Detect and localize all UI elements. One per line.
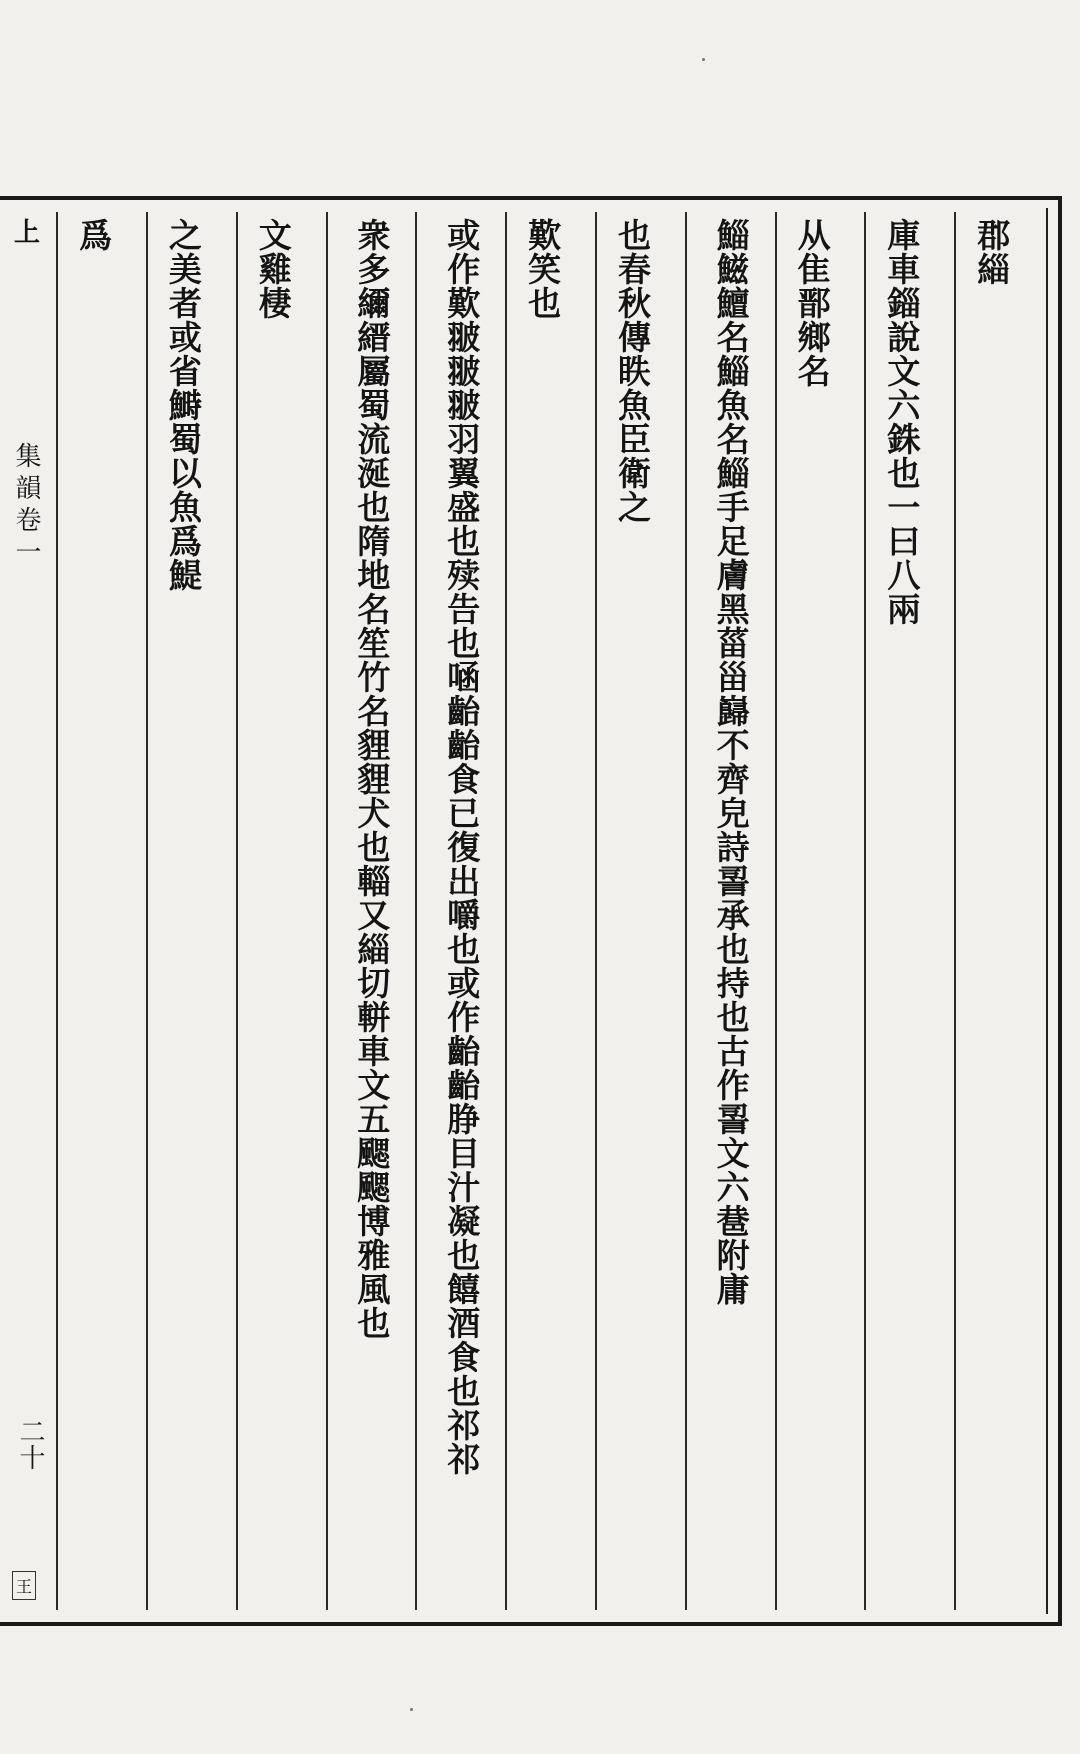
text-column-6 xyxy=(505,212,595,1610)
text-column-7 xyxy=(415,212,505,1610)
column-text: 庫車錙說文六銖也一曰八兩 xyxy=(882,218,922,626)
column-text: 爲 xyxy=(74,218,114,252)
page-frame xyxy=(0,196,1062,1626)
text-column-1 xyxy=(954,212,1044,1610)
text-column-4 xyxy=(685,212,775,1610)
paper-speck xyxy=(702,58,705,61)
column-text: 文雞棲 xyxy=(253,218,293,320)
column-text: 或作歎翍翍翍羽翼盛也㱩告也㖤齝齝食已復出嚼也或作齝齝㬹目汁凝也饎酒食也祁祁 xyxy=(442,218,482,1476)
text-column-2 xyxy=(864,212,954,1610)
text-column-10 xyxy=(146,212,236,1610)
column-text: 鯔鰦鱣名鯔魚名鯔手足膚黑菑甾巋不齊皃詩䛐承也持也古作䛐文六䢽附庸 xyxy=(711,218,751,1306)
paper-speck xyxy=(410,1708,413,1711)
text-column-3 xyxy=(775,212,865,1610)
text-column-11 xyxy=(56,212,146,1610)
column-text: 之美者或省鰣蜀以魚爲鯷 xyxy=(163,218,203,592)
column-text: 从隹鄑鄉名 xyxy=(792,218,832,388)
text-column-8 xyxy=(326,212,416,1610)
text-column-9 xyxy=(236,212,326,1610)
margin-top-mark: 上 xyxy=(14,218,41,248)
column-text: 歎笑也 xyxy=(523,218,563,320)
column-text: 也春秋傳眣魚臣衛之 xyxy=(612,218,652,524)
text-columns xyxy=(56,212,1044,1610)
text-column-5 xyxy=(595,212,685,1610)
seal-mark: 王 xyxy=(12,1571,36,1600)
margin-column xyxy=(6,212,50,1610)
folio-number: 二十 xyxy=(15,1418,45,1470)
column-text: 郡緇 xyxy=(972,218,1012,286)
column-text: 衆多䌤縉屬蜀流涎也隋地名笙竹名貍貍犬也輜又緇切軿車文五颸颸博雅風也 xyxy=(352,218,392,1340)
margin-title: 集韻卷一 xyxy=(11,442,41,570)
